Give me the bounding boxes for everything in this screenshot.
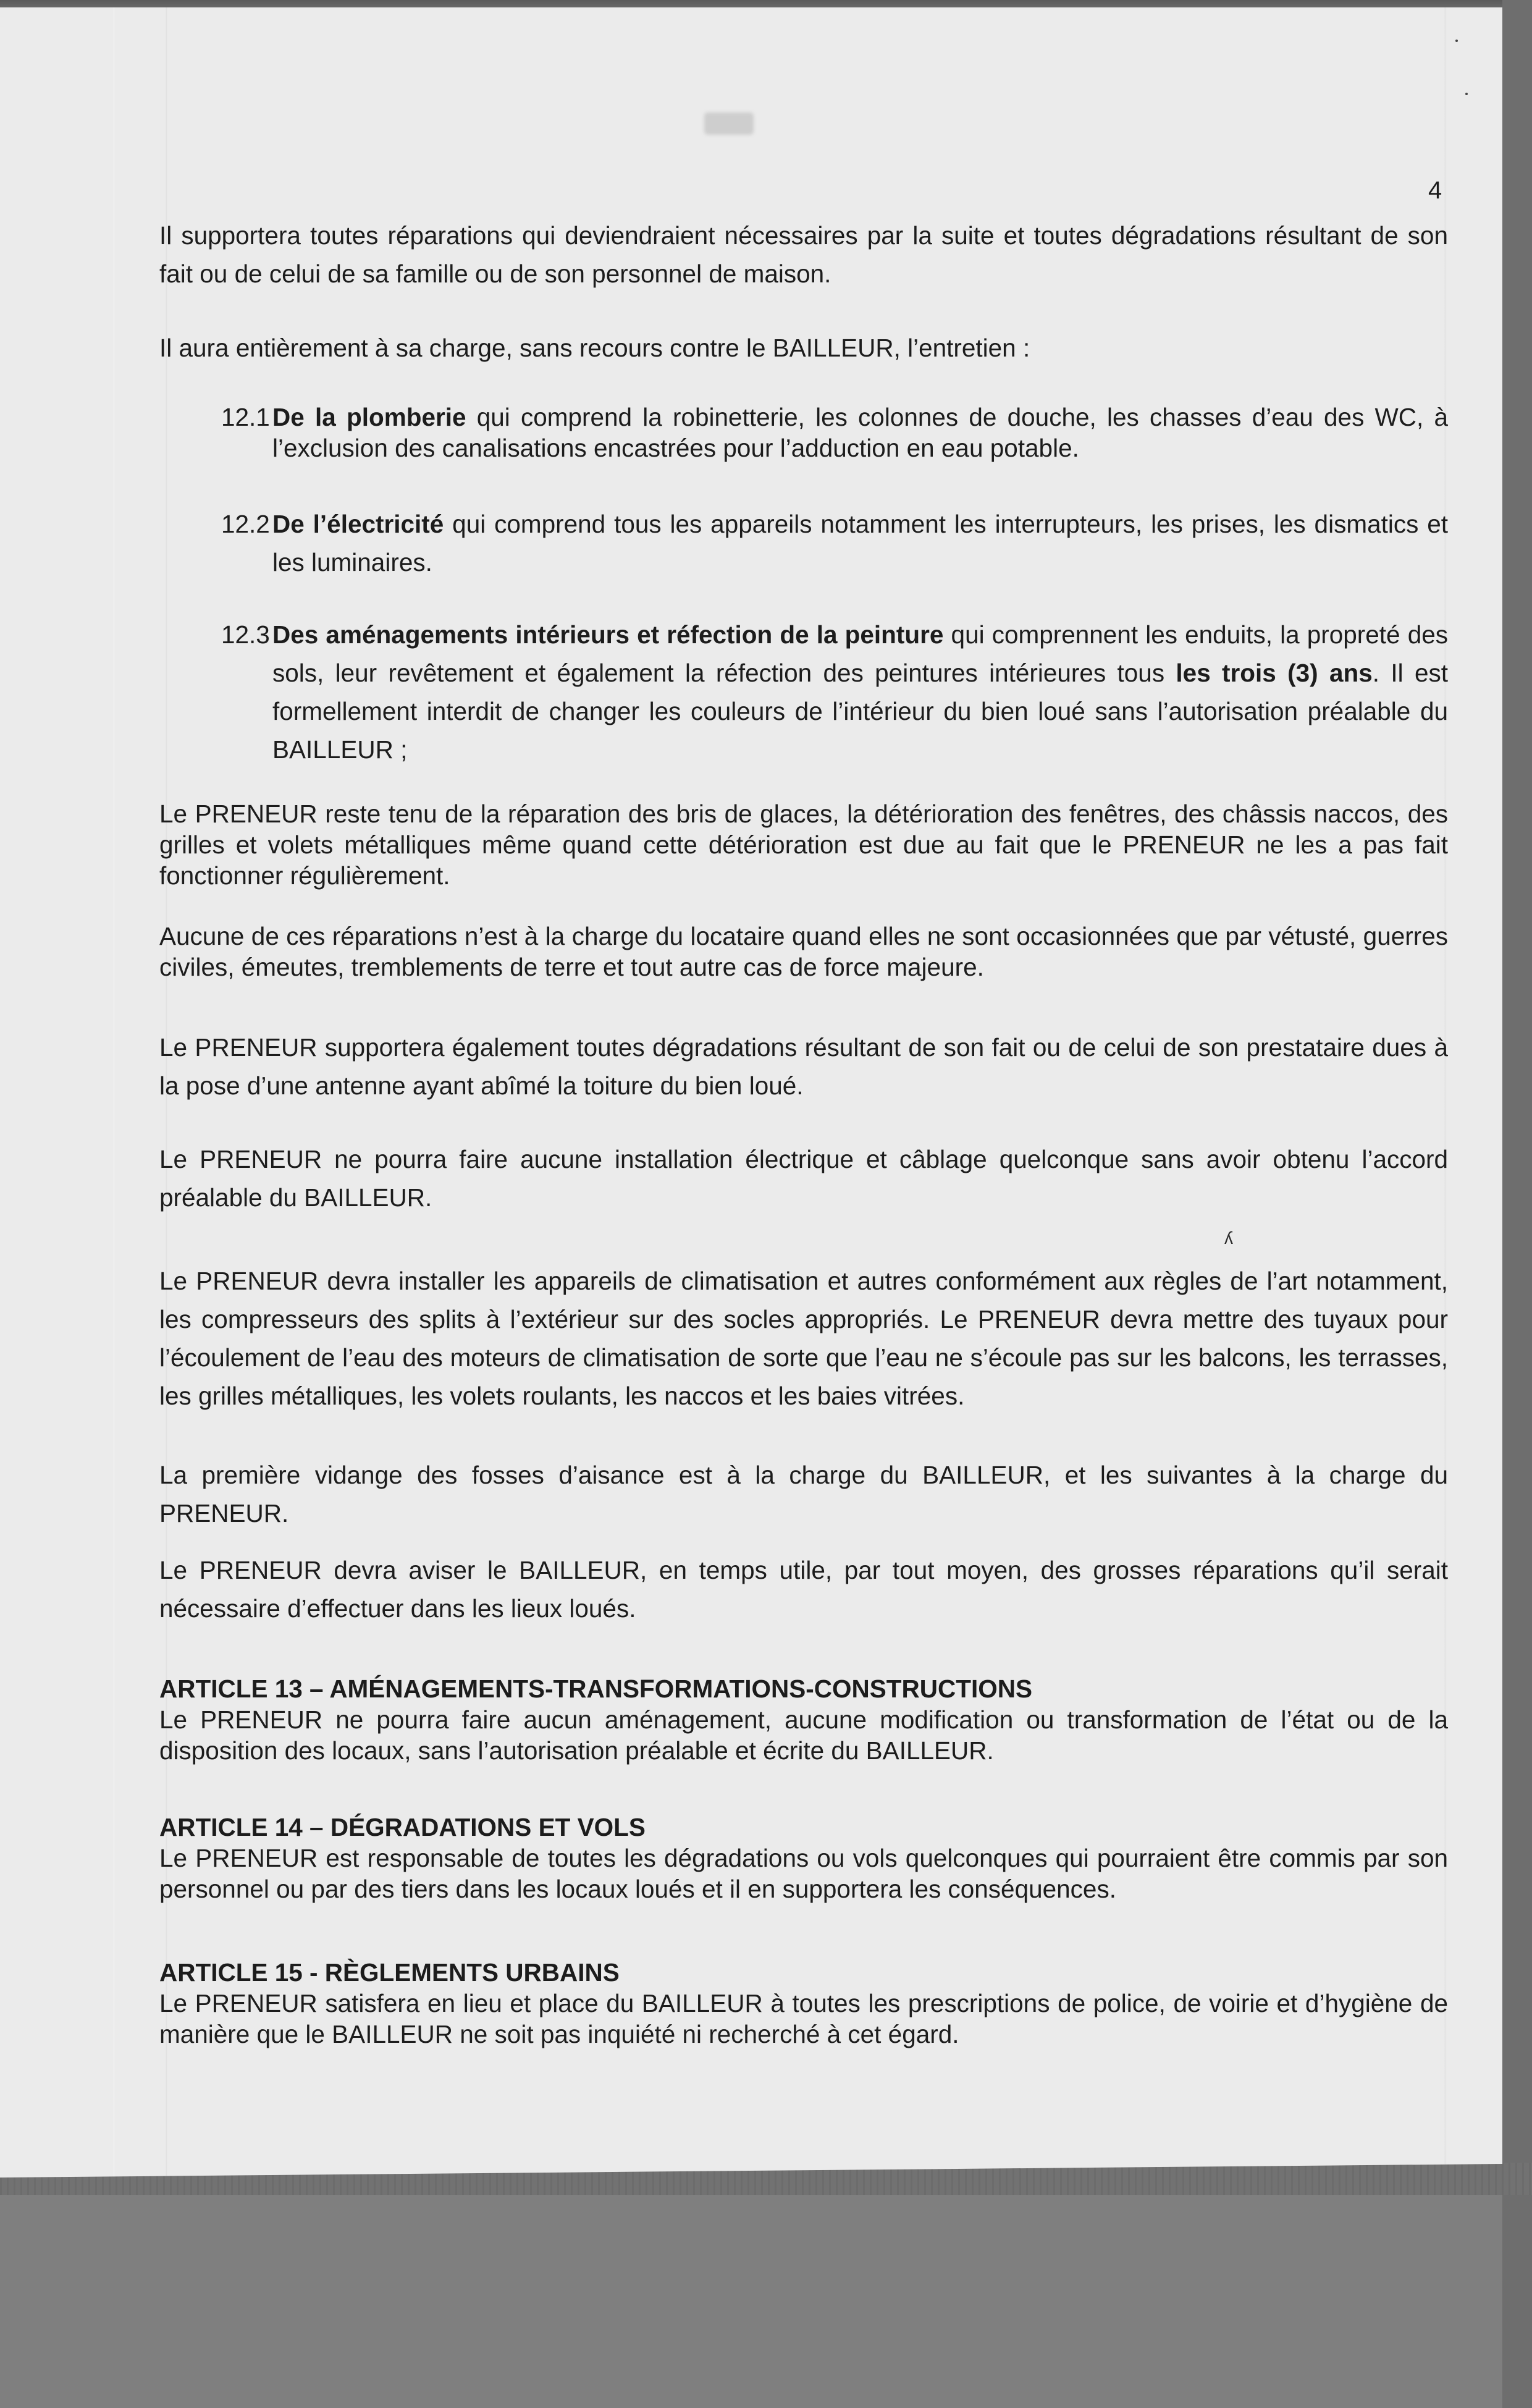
pen-mark: ʎ (1224, 1228, 1233, 1248)
item-number: 12.3 (221, 620, 270, 649)
scan-right-border (1502, 0, 1532, 2408)
item-text: qui comprend la robinetterie, les colonnes de douche, les chasses d’eau des WC, à l’exclusion des canalisations encastrées pour l’adduction en eau potable. (272, 403, 1448, 462)
article-13-heading: ARTICLE 13 – AMÉNAGEMENTS-TRANSFORMATIONS-CONSTRUCTIONS (159, 1675, 1033, 1703)
scan-speck (1465, 93, 1468, 95)
intro-paragraph-1: Il supportera toutes réparations qui deviendraient nécessaires par la suite et toutes dégradations résultant de son fait ou de celui de sa famille ou de son personnel de maison. (159, 221, 1448, 288)
paragraph-bris-de-glaces: Le PRENEUR reste tenu de la réparation des bris de glaces, la détérioration des fenêtres, des châssis naccos, des grilles et volets métalliques même quand cette détérioration est due au fait que le PRENEUR ne les a pas fait fonctionner régulièrement. (159, 800, 1448, 890)
article-15-body: Le PRENEUR satisfera en lieu et place du BAILLEUR à toutes les prescriptions de police, de voirie et d’hygiène de manière que le BAILLEUR ne soit pas inquiété ni recherché à cet égard. (159, 1989, 1448, 2048)
item-title: Des aménagements intérieurs et réfection de la peinture (272, 620, 944, 649)
item-number: 12.2 (221, 510, 270, 538)
scan-speck (1455, 40, 1458, 42)
article-13-body: Le PRENEUR ne pourra faire aucun aménagement, aucune modification ou transformation de l’état ou de la disposition des locaux, sans l’autorisation préalable et écrite du BAILLEUR. (159, 1705, 1448, 1765)
list-item-12-1 (221, 402, 1448, 463)
list-item-12-3 (221, 615, 1448, 769)
intro-paragraph-2: Il aura entièrement à sa charge, sans recours contre le BAILLEUR, l’entretien : (159, 334, 1030, 362)
item-text-continued: . Il est formellement interdit de changer les couleurs de l’intérieur du bien loué sans l’autorisation préalable du BAILLEUR ; (272, 659, 1448, 764)
paragraph-antenne: Le PRENEUR supportera également toutes dégradations résultant de son fait ou de celui de son prestataire dues à la pose d’une antenne ayant abîmé la toiture du bien loué. (159, 1033, 1448, 1100)
article-14-heading: ARTICLE 14 – DÉGRADATIONS ET VOLS (159, 1813, 646, 1841)
article-15-heading: ARTICLE 15 - RÈGLEMENTS URBAINS (159, 1958, 620, 1987)
item-text: qui comprend tous les appareils notamment les interrupteurs, les prises, les dismatics et les luminaires. (272, 510, 1449, 577)
item-emphasis: les trois (3) ans (1176, 659, 1373, 687)
scan-top-edge (0, 0, 1532, 9)
page-number: 4 (1428, 177, 1442, 204)
paragraph-vidange: La première vidange des fosses d’aisance est à la charge du BAILLEUR, et les suivantes à la charge du PRENEUR. (159, 1461, 1448, 1527)
paragraph-force-majeure: Aucune de ces réparations n’est à la charge du locataire quand elles ne sont occasionnées que par vétusté, guerres civiles, émeutes, tremblements de terre et tout autre cas de force majeure. (159, 922, 1448, 981)
item-title: De la plomberie (272, 403, 466, 431)
paragraph-installation-electrique: Le PRENEUR ne pourra faire aucune installation électrique et câblage quelconque sans avoir obtenu l’accord préalable du BAILLEUR. (159, 1145, 1448, 1212)
item-number: 12.1 (221, 403, 270, 431)
bleed-through-mark (704, 112, 754, 135)
article-14-body: Le PRENEUR est responsable de toutes les dégradations ou vols quelconques qui pourraient être commis par son personnel ou par des tiers dans les locaux loués et il en supportera les conséquences. (159, 1844, 1448, 1903)
item-text: qui comprennent les enduits, la propreté des sols, leur revêtement et également la réfection des peintures intérieures tous (272, 620, 1448, 687)
paragraph-grosses-reparations: Le PRENEUR devra aviser le BAILLEUR, en temps utile, par tout moyen, des grosses réparations qu’il serait nécessaire d’effectuer dans les lieux loués. (159, 1556, 1448, 1623)
item-title: De l’électricité (272, 510, 444, 538)
paragraph-climatisation: Le PRENEUR devra installer les appareils de climatisation et autres conformément aux règles de l’art notamment, les compresseurs des splits à l’extérieur sur des socles appropriés. Le PRENEUR devra mettre des tuyaux pour l’écoulement de l’eau des moteurs de climatisation de sorte que l’eau ne s’écoule pas sur les balcons, les terrasses, les grilles métalliques, les volets roulants, les naccos et les baies vitrées. (159, 1267, 1448, 1410)
list-item-12-2 (221, 505, 1448, 581)
